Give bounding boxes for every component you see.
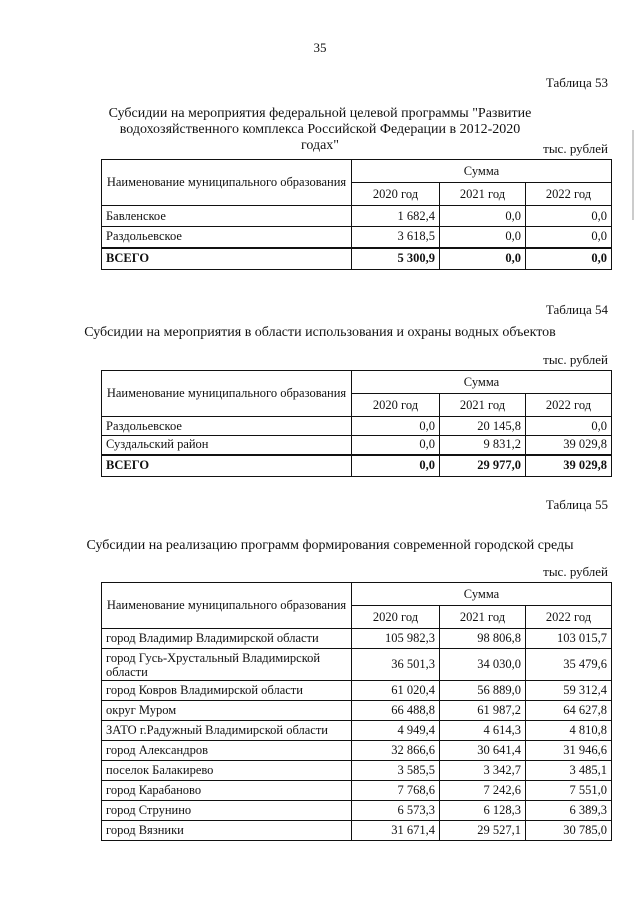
row-name: город Гусь-Хрустальный Владимирской области <box>102 649 352 681</box>
row-name: город Струнино <box>102 801 352 821</box>
table-53-caption-line-1: Субсидии на мероприятия федеральной целевой программы "Развитие <box>108 106 532 121</box>
row-name: город Александров <box>102 741 352 761</box>
table-row <box>102 781 612 801</box>
header-year-2020: 2020 год <box>352 606 440 629</box>
table-row <box>102 801 612 821</box>
total-value-2021: 29 977,0 <box>440 455 526 477</box>
header-name: Наименование муниципального образования <box>102 371 352 417</box>
row-value-2020: 105 982,3 <box>352 629 440 649</box>
row-value-2020: 0,0 <box>352 436 440 455</box>
row-value-2021: 7 242,6 <box>440 781 526 801</box>
row-value-2021: 9 831,2 <box>440 436 526 455</box>
header-year-2020: 2020 год <box>352 183 440 206</box>
total-value-2022: 0,0 <box>526 248 612 270</box>
row-value-2020: 36 501,3 <box>352 649 440 681</box>
header-year-2022: 2022 год <box>526 183 612 206</box>
row-value-2022: 103 015,7 <box>526 629 612 649</box>
row-name: Раздольевское <box>102 417 352 436</box>
table-row <box>102 701 612 721</box>
row-value-2021: 4 614,3 <box>440 721 526 741</box>
table-53-caption-line-2: водохозяйственного комплекса Российской Федерации в 2012-2020 годах" <box>119 122 521 153</box>
header-year-2020: 2020 год <box>352 394 440 417</box>
row-name: город Вязники <box>102 821 352 841</box>
row-value-2022: 7 551,0 <box>526 781 612 801</box>
header-year-2021: 2021 год <box>440 394 526 417</box>
table-row <box>102 681 612 701</box>
table-54-label: Таблица 54 <box>545 302 608 317</box>
total-value-2022: 39 029,8 <box>526 455 612 477</box>
table-row <box>102 227 612 248</box>
table-row <box>102 649 612 681</box>
row-value-2020: 1 682,4 <box>352 206 440 227</box>
row-value-2021: 30 641,4 <box>440 741 526 761</box>
table-53-label: Таблица 53 <box>545 75 608 90</box>
table-row <box>102 436 612 455</box>
table-53 <box>101 159 612 270</box>
header-name: Наименование муниципального образования <box>102 583 352 629</box>
table-53-units: тыс. рублей <box>543 141 608 156</box>
row-value-2022: 31 946,6 <box>526 741 612 761</box>
table-55-label: Таблица 55 <box>545 497 608 512</box>
table-55-caption <box>80 538 580 554</box>
row-value-2020: 31 671,4 <box>352 821 440 841</box>
row-value-2021: 56 889,0 <box>440 681 526 701</box>
row-value-2021: 34 030,0 <box>440 649 526 681</box>
header-year-2022: 2022 год <box>526 606 612 629</box>
header-sum: Сумма <box>352 160 612 183</box>
total-name: ВСЕГО <box>102 248 352 270</box>
table-53-caption <box>100 106 540 154</box>
row-name: город Карабаново <box>102 781 352 801</box>
row-value-2022: 0,0 <box>526 417 612 436</box>
table-row <box>102 821 612 841</box>
header-sum: Сумма <box>352 371 612 394</box>
total-row <box>102 455 612 477</box>
header-year-2021: 2021 год <box>440 606 526 629</box>
table-row <box>102 741 612 761</box>
table-row <box>102 761 612 781</box>
header-year-2021: 2021 год <box>440 183 526 206</box>
total-row <box>102 248 612 270</box>
row-value-2021: 20 145,8 <box>440 417 526 436</box>
table-54-units: тыс. рублей <box>543 352 608 367</box>
table-55-caption-line-1: Субсидии на реализацию программ формирования современной городской среды <box>86 538 574 553</box>
row-value-2021: 6 128,3 <box>440 801 526 821</box>
row-value-2022: 3 485,1 <box>526 761 612 781</box>
row-value-2022: 59 312,4 <box>526 681 612 701</box>
total-value-2021: 0,0 <box>440 248 526 270</box>
header-name: Наименование муниципального образования <box>102 160 352 206</box>
row-value-2021: 0,0 <box>440 206 526 227</box>
row-name: ЗАТО г.Радужный Владимирской области <box>102 721 352 741</box>
row-value-2020: 3 585,5 <box>352 761 440 781</box>
row-name: Раздольевское <box>102 227 352 248</box>
total-value-2020: 0,0 <box>352 455 440 477</box>
row-value-2020: 66 488,8 <box>352 701 440 721</box>
table-55-units: тыс. рублей <box>543 564 608 579</box>
row-value-2022: 0,0 <box>526 227 612 248</box>
table-54-caption-line-1: Субсидии на мероприятия в области использования и охраны водных объектов <box>84 325 556 340</box>
row-name: город Владимир Владимирской области <box>102 629 352 649</box>
total-value-2020: 5 300,9 <box>352 248 440 270</box>
row-value-2021: 98 806,8 <box>440 629 526 649</box>
row-name: город Ковров Владимирской области <box>102 681 352 701</box>
row-name: Суздальский район <box>102 436 352 455</box>
row-value-2022: 0,0 <box>526 206 612 227</box>
row-value-2020: 4 949,4 <box>352 721 440 741</box>
row-value-2022: 4 810,8 <box>526 721 612 741</box>
row-value-2021: 3 342,7 <box>440 761 526 781</box>
row-name: округ Муром <box>102 701 352 721</box>
header-year-2022: 2022 год <box>526 394 612 417</box>
table-54 <box>101 370 612 477</box>
table-row <box>102 629 612 649</box>
row-value-2020: 32 866,6 <box>352 741 440 761</box>
row-value-2021: 0,0 <box>440 227 526 248</box>
row-value-2020: 61 020,4 <box>352 681 440 701</box>
row-value-2020: 3 618,5 <box>352 227 440 248</box>
row-value-2021: 61 987,2 <box>440 701 526 721</box>
row-value-2022: 6 389,3 <box>526 801 612 821</box>
row-value-2022: 30 785,0 <box>526 821 612 841</box>
table-55 <box>101 582 612 841</box>
row-value-2020: 6 573,3 <box>352 801 440 821</box>
row-value-2022: 39 029,8 <box>526 436 612 455</box>
scan-edge-shadow <box>632 130 634 220</box>
row-value-2022: 35 479,6 <box>526 649 612 681</box>
row-value-2021: 29 527,1 <box>440 821 526 841</box>
page-number: 35 <box>313 40 327 55</box>
row-value-2022: 64 627,8 <box>526 701 612 721</box>
row-name: Бавленское <box>102 206 352 227</box>
table-row <box>102 721 612 741</box>
row-value-2020: 0,0 <box>352 417 440 436</box>
table-54-caption <box>80 325 560 341</box>
header-sum: Сумма <box>352 583 612 606</box>
table-row <box>102 206 612 227</box>
table-row <box>102 417 612 436</box>
total-name: ВСЕГО <box>102 455 352 477</box>
row-name: поселок Балакирево <box>102 761 352 781</box>
row-value-2020: 7 768,6 <box>352 781 440 801</box>
